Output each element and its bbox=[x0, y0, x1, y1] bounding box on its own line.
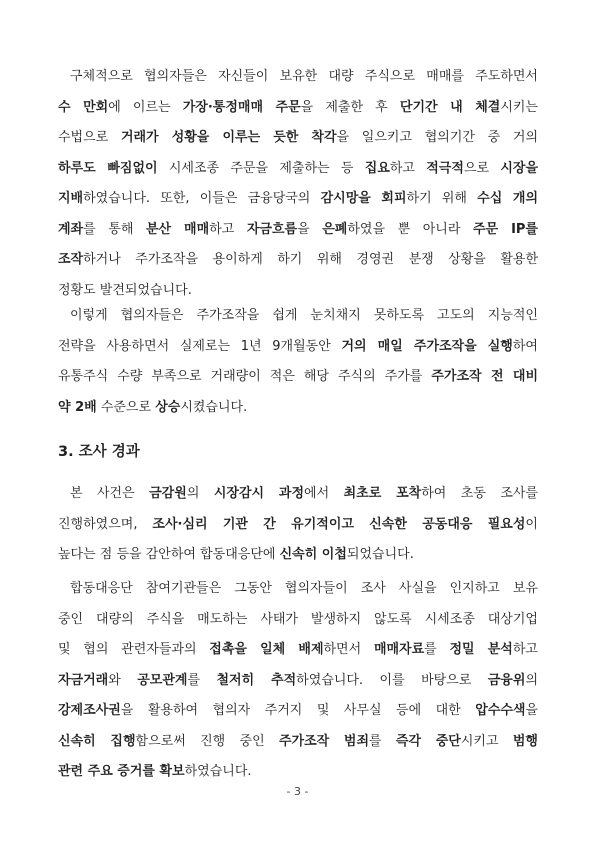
paragraph-3 bbox=[58, 479, 538, 571]
text-line bbox=[58, 362, 538, 393]
bold-text: 접촉을 일체 배제 bbox=[209, 642, 324, 657]
text-run: 하기 위해 bbox=[406, 191, 478, 206]
text-run: 이렇게 협의자들은 주가조작을 쉽게 눈치채지 못하도록 고도의 지능적인 bbox=[70, 308, 538, 323]
bold-text: 계좌 bbox=[58, 221, 84, 237]
paragraph-1 bbox=[58, 62, 538, 306]
text-line bbox=[58, 757, 538, 788]
bold-text: 주가조작 범죄 bbox=[278, 733, 370, 749]
text-run: 높다는 점 등을 감안하여 합동대응단에 bbox=[58, 547, 280, 562]
text-line bbox=[58, 245, 538, 276]
text-line bbox=[58, 510, 538, 541]
text-line bbox=[58, 696, 538, 727]
bold-text: 하루도 빠짐없이 bbox=[58, 160, 158, 176]
bold-text: 가장·통정매매 주문 bbox=[182, 99, 301, 115]
text-run: 하였습니다. 또한, 이들은 금융당국의 bbox=[83, 191, 321, 206]
text-run: 를 bbox=[369, 733, 396, 749]
bold-text: 금감원 bbox=[149, 486, 187, 501]
text-run: 하였습니다. 이를 바탕으로 bbox=[296, 672, 488, 688]
text-line bbox=[58, 215, 538, 246]
text-line bbox=[58, 574, 538, 605]
text-run: 중인 대량의 주식을 매도하는 사태가 발생하지 않도록 시세조종 대상기업 bbox=[58, 611, 538, 627]
bold-text: 신속히 이첩 bbox=[279, 547, 347, 562]
text-run: 하였습니다. bbox=[184, 764, 252, 779]
text-run: 하면서 bbox=[323, 642, 374, 657]
bold-text: 관련 주요 증거를 확보 bbox=[58, 764, 185, 779]
text-line bbox=[58, 727, 538, 758]
text-run: 하여 bbox=[512, 338, 538, 354]
bold-text: 지배 bbox=[58, 191, 84, 206]
text-run: 구체적으로 협의자들은 자신들이 보유한 대량 주식으로 매매를 주도하면서 bbox=[70, 69, 538, 84]
text-run: 하고 bbox=[512, 642, 538, 657]
bold-text: 범행 bbox=[512, 733, 538, 749]
text-line bbox=[58, 154, 538, 185]
bold-text: 공모관계 bbox=[137, 672, 188, 688]
bold-text: 즉각 중단 bbox=[395, 733, 461, 749]
text-line bbox=[58, 479, 538, 510]
text-run: 하고 bbox=[209, 221, 247, 237]
paragraph-2 bbox=[58, 301, 538, 423]
text-run: 를 bbox=[424, 642, 450, 657]
text-line bbox=[58, 635, 538, 666]
bold-text: 신속히 집행 bbox=[58, 733, 136, 749]
bold-text: 거의 매일 주가조작을 실행 bbox=[341, 338, 513, 354]
text-run: 하여 초동 조사를 bbox=[421, 486, 539, 501]
text-line bbox=[58, 393, 538, 424]
text-run: 수준으로 bbox=[96, 399, 156, 415]
bold-text: 주문 IP를 bbox=[472, 221, 538, 237]
bold-text: 집요 bbox=[364, 160, 390, 176]
text-run: 을 활용하여 협의자 주거지 및 사무실 등에 대한 bbox=[120, 703, 476, 718]
text-line bbox=[58, 301, 538, 332]
text-run: 를 bbox=[187, 672, 217, 688]
text-run: 을 일으키고 협의기간 중 거의 bbox=[336, 130, 539, 145]
page-number: - 3 - bbox=[286, 785, 309, 798]
text-run: 유통주식 수량 부족으로 거래량이 적은 해당 주식의 주가를 bbox=[58, 369, 432, 384]
text-line bbox=[58, 332, 538, 363]
bold-text: 적극적 bbox=[426, 160, 464, 176]
text-run: 함으로써 진행 중인 bbox=[135, 733, 279, 749]
bold-text: 조사·심리 기관 간 유기적이고 신속한 공동대응 필요성 bbox=[152, 516, 526, 532]
bold-text: 시장을 bbox=[500, 160, 539, 176]
text-run: 을 bbox=[525, 703, 538, 718]
bold-text: 수 만회 bbox=[58, 99, 109, 115]
paragraph-4 bbox=[58, 574, 538, 788]
text-run: 수법으로 bbox=[58, 130, 121, 145]
text-run: 의 bbox=[186, 486, 214, 501]
bold-text: 철저히 추적 bbox=[216, 672, 297, 688]
text-run: 본 사건은 bbox=[70, 486, 150, 501]
text-run: 에 이르는 bbox=[108, 99, 183, 115]
text-run: 합동대응단 참여기관들은 그동안 협의자들이 조사 사실을 인지하고 보유 bbox=[70, 581, 538, 596]
text-run: 진행하였으며, bbox=[58, 516, 153, 532]
text-run: 정황도 발견되었습니다. bbox=[58, 282, 192, 298]
text-line bbox=[58, 605, 538, 636]
text-run: 와 bbox=[108, 672, 138, 688]
bold-text: 은폐 bbox=[322, 221, 348, 237]
text-run: 및 협의 관련자들과의 bbox=[58, 642, 210, 657]
text-line bbox=[58, 123, 538, 154]
text-run: 하거나 주가조작을 용이하게 하기 위해 경영권 분쟁 상황을 활용한 bbox=[83, 252, 538, 267]
bold-text: 강제조사권 bbox=[58, 703, 121, 718]
text-line bbox=[58, 666, 538, 697]
bold-text: 주가조작 전 대비 bbox=[431, 369, 539, 384]
bold-text: 약 2배 bbox=[58, 399, 97, 415]
bold-text: 자금거래 bbox=[58, 672, 109, 688]
text-run: 시키고 bbox=[460, 733, 513, 749]
bold-text: 분산 매매 bbox=[145, 221, 210, 237]
text-line bbox=[58, 540, 538, 571]
text-run: 으로 bbox=[463, 160, 501, 176]
text-line bbox=[58, 184, 538, 215]
text-run: 전략을 사용하면서 실제로는 1년 9개월동안 bbox=[58, 338, 342, 354]
bold-text: 압수수색 bbox=[475, 703, 526, 718]
text-run: 시키는 bbox=[500, 99, 538, 115]
text-run: 을 제출한 후 bbox=[300, 99, 400, 115]
text-line bbox=[58, 62, 538, 93]
bold-text: 상승 bbox=[155, 399, 181, 415]
text-run: 의 bbox=[525, 672, 538, 688]
text-run: 을 bbox=[297, 221, 323, 237]
bold-text: 감시망을 회피 bbox=[320, 191, 407, 206]
bold-text: 거래가 성황을 이루는 듯한 착각 bbox=[120, 130, 337, 145]
section-heading: 3. 조사 경과 bbox=[58, 444, 140, 460]
text-run: 하고 bbox=[389, 160, 427, 176]
bold-text: 시장감시 과정 bbox=[213, 486, 305, 501]
bold-text: 수십 개의 bbox=[477, 191, 539, 206]
bold-text: 정밀 분석 bbox=[449, 642, 513, 657]
text-run: 하였을 뿐 아니라 bbox=[347, 221, 473, 237]
bold-text: 자금흐름 bbox=[246, 221, 298, 237]
text-run: 에서 bbox=[304, 486, 344, 501]
text-run: 시켰습니다. bbox=[180, 399, 248, 415]
bold-text: 매매자료 bbox=[373, 642, 425, 657]
bold-text: 최초로 포착 bbox=[343, 486, 422, 501]
text-run: 를 통해 bbox=[83, 221, 146, 237]
bold-text: 조작 bbox=[58, 252, 84, 267]
bold-text: 단기간 내 체결 bbox=[399, 99, 501, 115]
text-run: 이 bbox=[525, 516, 538, 532]
text-run: 되었습니다. bbox=[346, 547, 414, 562]
text-run: 시세조종 주문을 제출하는 등 bbox=[157, 160, 365, 176]
bold-text: 금융위 bbox=[487, 672, 526, 688]
text-line bbox=[58, 93, 538, 124]
